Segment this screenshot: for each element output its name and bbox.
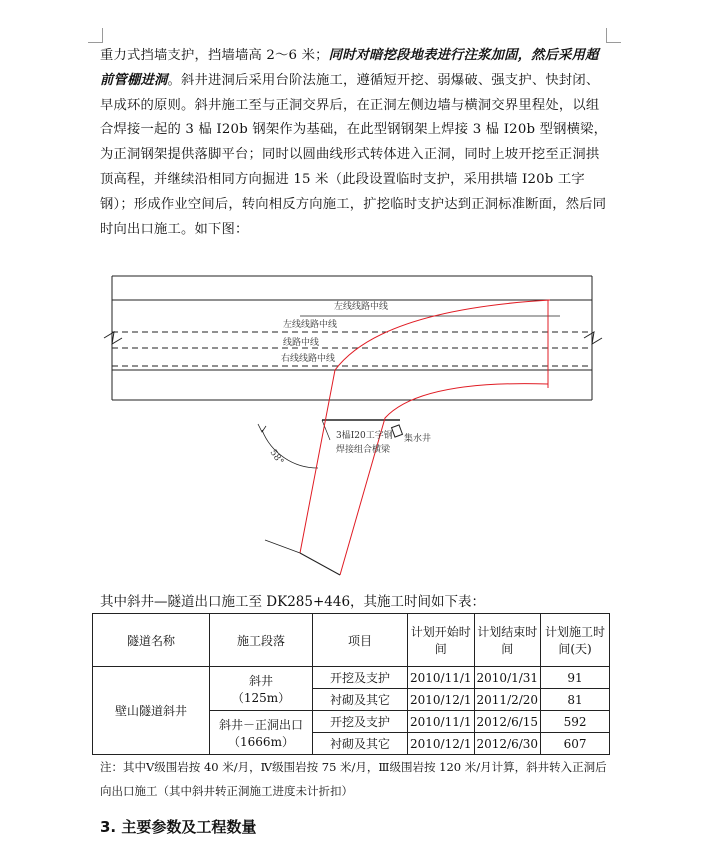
- header-start: 计划开始时间: [408, 614, 475, 667]
- shaft-curve-left: [300, 300, 550, 553]
- section-name: 斜井: [248, 673, 273, 688]
- table-caption: 其中斜井—隧道出口施工至 DK285+446，其施工时间如下表：: [100, 594, 486, 610]
- end-cell: 2012/6/15: [474, 711, 541, 733]
- header-tunnel: 隧道名称: [93, 614, 210, 667]
- intro-rest-text: 。斜井进洞后采用台阶法施工，遵循短开挖、弱爆破、强支护、快封闭、早成环的原则。斜井施工至与正洞交界后，在正洞左侧边墙与横洞交界里程处，以组合焊接一起的 3 榀 I20b 钢架作为基础，在此型钢钢架上焊接 3 榀 I20b 型钢横梁，为正洞钢架提供落脚平台；同时以圆曲线形式转体进入正洞，同时上坡开挖至正洞拱顶高程，并继续沿相同方向掘进 15 米（此段设置临时支护，采用拱墙 I20b 工字钢）；形成作业空间后，转向相反方向施工，扩挖临时支护达到正洞标准断面，然后同时向出口施工。如下图：: [100, 72, 608, 237]
- table-note: 注：其中Ⅴ级围岩按 40 米/月，Ⅳ级围岩按 75 米/月，Ⅲ级围岩按 120 米/月计算，斜井转入正洞后向出口施工（其中斜井转正洞施工进度未计折扣）: [100, 760, 607, 798]
- header-end: 计划结束时间: [474, 614, 541, 667]
- end-cell: 2011/2/20: [474, 689, 541, 711]
- days-cell: 91: [541, 667, 610, 689]
- section-name: 斜井－正洞出口: [218, 717, 303, 732]
- section-length: （1666m）: [228, 734, 294, 749]
- item-cell: 开挖及支护: [313, 667, 408, 689]
- right-line-center-label: 右线线路中线: [281, 354, 336, 364]
- item-cell: 开挖及支护: [313, 711, 408, 733]
- beam-label-2: 焊接组合横梁: [336, 445, 391, 455]
- schedule-table: [92, 613, 610, 755]
- shaft-portal-line: [300, 553, 340, 575]
- days-cell: 81: [541, 689, 610, 711]
- end-cell: 2010/1/31: [474, 667, 541, 689]
- header-section: 施工段落: [210, 614, 313, 667]
- table-header-row: [93, 614, 610, 667]
- line-center-label: 线路中线: [283, 338, 320, 348]
- left-line-center-label-2: 左线线路中线: [283, 320, 338, 330]
- break-mark: [584, 332, 602, 344]
- item-cell: 衬砌及其它: [313, 689, 408, 711]
- header-item: 项目: [313, 614, 408, 667]
- sump-mark: [392, 425, 403, 437]
- section-cell: [210, 711, 313, 755]
- break-mark: [104, 332, 122, 344]
- end-cell: 2012/6/30: [474, 733, 541, 755]
- table-row: [93, 667, 610, 689]
- section-heading: 3. 主要参数及工程数量: [100, 818, 257, 836]
- intro-lead-text: 重力式挡墙支护，挡墙墙高 2～6 米；: [100, 48, 329, 63]
- start-cell: 2010/11/1: [408, 711, 475, 733]
- intro-emphasis-text: 同时对暗挖段地表进行注浆加固，然后采用超前管棚进洞: [100, 48, 599, 88]
- start-cell: 2010/12/1: [408, 689, 475, 711]
- portal-tick: [265, 540, 300, 553]
- start-cell: 2010/12/1: [408, 733, 475, 755]
- days-cell: 607: [541, 733, 610, 755]
- angle-arc: [262, 430, 318, 468]
- header-days: 计划施工时间(天): [541, 614, 610, 667]
- tunnel-name-cell: 壁山隧道斜井: [93, 667, 210, 755]
- shaft-curve-right: [340, 384, 548, 575]
- sump-label: 集水井: [404, 434, 432, 444]
- section-length: （125m）: [231, 690, 291, 705]
- start-cell: 2010/11/1: [408, 667, 475, 689]
- section-cell: [210, 667, 313, 711]
- days-cell: 592: [541, 711, 610, 733]
- angle-label: 58°: [267, 447, 285, 467]
- beam-label: 3榀I20工字钢: [336, 431, 393, 441]
- item-cell: 衬砌及其它: [313, 733, 408, 755]
- left-line-center-label: 左线线路中线: [334, 302, 389, 312]
